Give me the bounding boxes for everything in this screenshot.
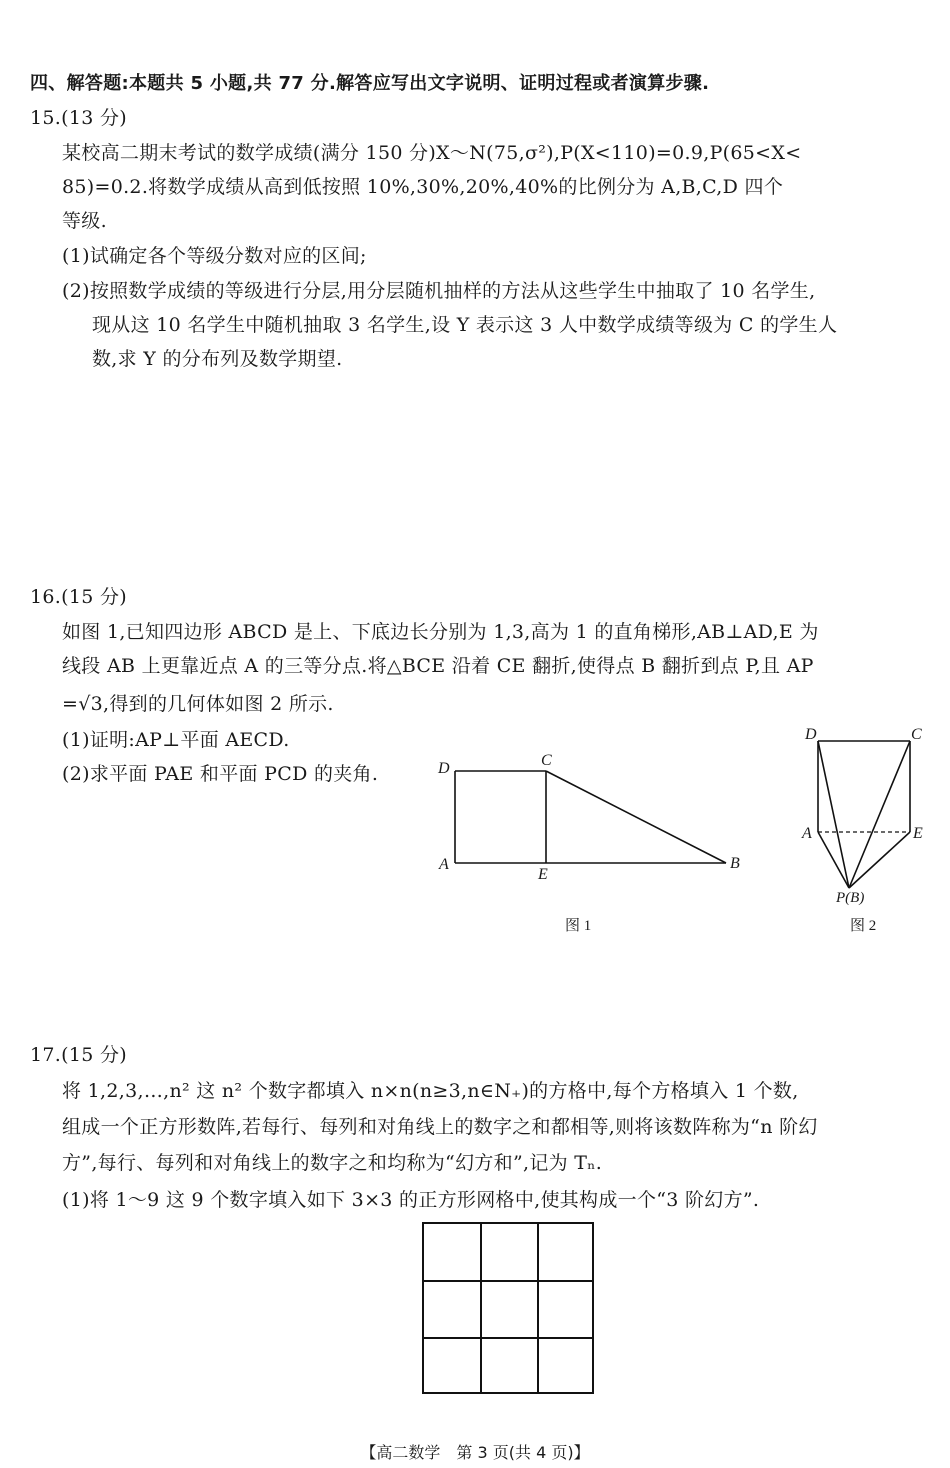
q16-part2: (2)求平面 PAE 和平面 PCD 的夹角.	[62, 763, 379, 785]
fig1-label-B: B	[730, 855, 740, 872]
fig1-label-E: E	[538, 866, 548, 883]
q16-stem-line3: =√3,得到的几何体如图 2 所示.	[62, 693, 334, 715]
fig1-edge-CB	[546, 771, 726, 863]
figure-2-solid	[800, 725, 935, 900]
fig2-edge-PA	[818, 832, 849, 888]
fig2-label-D: D	[805, 726, 817, 743]
grid-line	[424, 1337, 592, 1339]
q17-stem-line1: 将 1,2,3,…,n² 这 n² 个数字都填入 n×n(n≥3,n∈N₊)的方格中,每个方格填入 1 个数,	[62, 1080, 799, 1102]
fig2-label-P: P(B)	[836, 890, 865, 906]
grid-line	[424, 1280, 592, 1282]
q17-part1: (1)将 1～9 这 9 个数字填入如下 3×3 的正方形网格中,使其构成一个“3 阶幻方”.	[62, 1189, 760, 1211]
fig2-edge-PD	[818, 741, 849, 888]
fig2-label-C: C	[911, 726, 922, 743]
q15-stem-line1: 某校高二期末考试的数学成绩(满分 150 分)X～N(75,σ²),P(X<110)=0.9,P(65<X<	[62, 142, 802, 164]
fig1-label-C: C	[541, 752, 552, 769]
grid-line	[537, 1224, 539, 1392]
fig1-label-A: A	[439, 856, 449, 873]
q17-stem-line3: 方”,每行、每列和对角线上的数字之和均称为“幻方和”,记为 Tₙ.	[62, 1152, 603, 1174]
q16-stem-line2: 线段 AB 上更靠近点 A 的三等分点.将△BCE 沿着 CE 翻折,使得点 B 翻折到点 P,且 AP	[62, 655, 814, 677]
fig2-label-A: A	[802, 825, 812, 842]
fig2-caption: 图 2	[850, 918, 877, 934]
q16-number: 16.(15 分)	[30, 586, 127, 608]
fig2-edge-PE	[849, 832, 910, 888]
q15-part2-line1: (2)按照数学成绩的等级进行分层,用分层随机抽样的方法从这些学生中抽取了 10 名学生,	[62, 280, 816, 302]
fig1-label-D: D	[438, 760, 450, 777]
fig2-label-E: E	[913, 825, 923, 842]
q16-part1: (1)证明:AP⊥平面 AECD.	[62, 729, 290, 751]
q15-stem-line2: 85)=0.2.将数学成绩从高到低按照 10%,30%,20%,40%的比例分为 A,B,C,D 四个	[62, 176, 784, 198]
q15-stem-line3: 等级.	[62, 210, 107, 232]
q17-stem-line2: 组成一个正方形数阵,若每行、每列和对角线上的数字之和都相等,则将该数阵称为“n 阶幻	[62, 1116, 818, 1138]
page-footer: 【高二数学 第 3 页(共 4 页)】	[360, 1443, 590, 1462]
section-header: 四、解答题:本题共 5 小题,共 77 分.解答应写出文字说明、证明过程或者演算步骤.	[30, 73, 710, 94]
fig1-caption: 图 1	[565, 918, 592, 934]
q15-part2-line3: 数,求 Y 的分布列及数学期望.	[92, 348, 343, 370]
fig2-edge-PC	[849, 741, 910, 888]
q15-part2-line2: 现从这 10 名学生中随机抽取 3 名学生,设 Y 表示这 3 人中数学成绩等级为 C 的学生人	[92, 314, 838, 336]
grid-line	[480, 1224, 482, 1392]
q15-part1: (1)试确定各个等级分数对应的区间;	[62, 245, 367, 267]
q15-number: 15.(13 分)	[30, 107, 127, 129]
figure-1-trapezoid	[430, 750, 760, 890]
magic-square-grid	[422, 1222, 594, 1394]
q16-stem-line1: 如图 1,已知四边形 ABCD 是上、下底边长分别为 1,3,高为 1 的直角梯形,AB⊥AD,E 为	[62, 621, 819, 643]
q17-number: 17.(15 分)	[30, 1044, 127, 1066]
